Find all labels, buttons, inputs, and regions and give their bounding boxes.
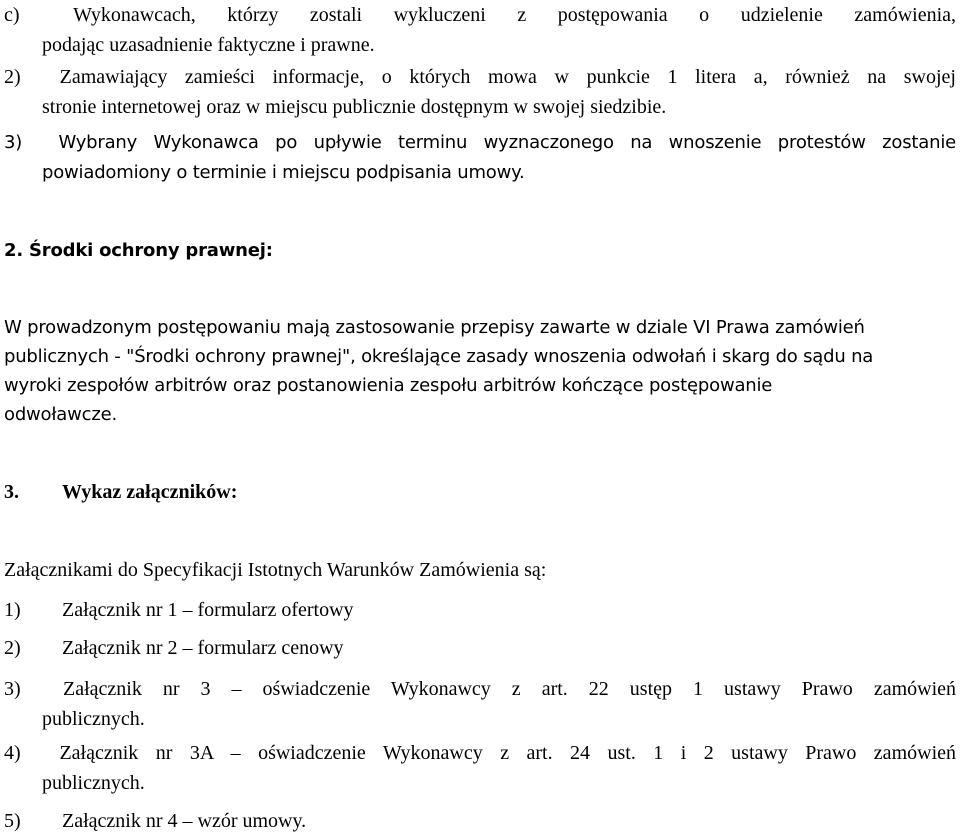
section2-paragraph	[4, 313, 956, 429]
list-item-2-text: Zamawiający zamieści informacje, o których mowa w punkcie 1 litera a, również na swojej	[59, 66, 956, 88]
section2-paragraph-line1: W prowadzonym postępowaniu mają zastosowanie przepisy zawarte w dziale VI Prawa zamówień	[4, 317, 865, 338]
list-item-3	[4, 128, 956, 188]
section3-heading	[4, 477, 956, 507]
section3-heading-number: 3.	[4, 481, 19, 503]
list-item-3-line1	[4, 128, 956, 158]
attachment-item-4-line2: publicznych.	[42, 772, 145, 794]
attachment-item-4-marker: 4)	[4, 742, 21, 764]
attachment-item-4-line1	[4, 738, 956, 768]
list-item-c-text: Wykonawcach, którzy zostali wykluczeni z postępowania o udzielenie zamówienia,	[73, 4, 956, 26]
section2-paragraph-line4: odwoławcze.	[4, 404, 117, 425]
attachment-item-1	[4, 595, 956, 625]
attachment-item-3	[4, 674, 956, 734]
attachment-item-3-line2: publicznych.	[42, 708, 145, 730]
list-item-3-marker: 3)	[4, 132, 23, 153]
section2-paragraph-line2: publicznych - "Środki ochrony prawnej", określające zasady wnoszenia odwołań i skarg do sądu na	[4, 346, 874, 367]
list-item-2	[4, 62, 956, 122]
attachment-item-2	[4, 633, 956, 663]
list-item-c-line1	[4, 0, 956, 30]
list-item-3-text: Wybrany Wykonawca po upływie terminu wyznaczonego na wnoszenie protestów zostanie	[58, 132, 956, 153]
list-item-2-marker: 2)	[4, 66, 21, 88]
list-item-c	[4, 0, 956, 60]
list-item-c-line2: podając uzasadnienie faktyczne i prawne.	[42, 34, 375, 56]
attachment-item-5-text: Załącznik nr 4 – wzór umowy.	[62, 810, 307, 832]
attachment-item-1-text: Załącznik nr 1 – formularz ofertowy	[62, 599, 354, 621]
list-item-3-line2: powiadomiony o terminie i miejscu podpisania umowy.	[42, 162, 525, 183]
section3-intro	[4, 555, 956, 585]
attachment-item-1-marker: 1)	[4, 599, 21, 621]
list-item-2-line2: stronie internetowej oraz w miejscu publicznie dostępnym w swojej siedzibie.	[42, 96, 667, 118]
attachment-item-3-marker: 3)	[4, 678, 21, 700]
attachment-item-5	[4, 806, 956, 836]
section3-heading-text: Wykaz załączników:	[62, 481, 238, 503]
section3-intro-text: Załącznikami do Specyfikacji Istotnych Warunków Zamówienia są:	[4, 559, 547, 581]
attachment-item-4	[4, 738, 956, 798]
attachment-item-2-text: Załącznik nr 2 – formularz cenowy	[62, 637, 344, 659]
attachment-item-3-line1	[4, 674, 956, 704]
attachment-item-5-marker: 5)	[4, 810, 21, 832]
attachment-item-4-text: Załącznik nr 3A – oświadczenie Wykonawcy z art. 24 ust. 1 i 2 ustawy Prawo zamówień	[59, 742, 956, 764]
attachment-item-3-text: Załącznik nr 3 – oświadczenie Wykonawcy z art. 22 ustęp 1 ustawy Prawo zamówień	[63, 678, 956, 700]
section2-paragraph-line3: wyroki zespołów arbitrów oraz postanowienia zespołu arbitrów kończące postępowanie	[4, 375, 773, 396]
list-item-c-marker: c)	[4, 4, 20, 26]
attachment-item-2-marker: 2)	[4, 637, 21, 659]
section2-heading	[4, 236, 956, 266]
section2-heading-text: 2. Środki ochrony prawnej:	[4, 240, 273, 261]
list-item-2-line1	[4, 62, 956, 92]
